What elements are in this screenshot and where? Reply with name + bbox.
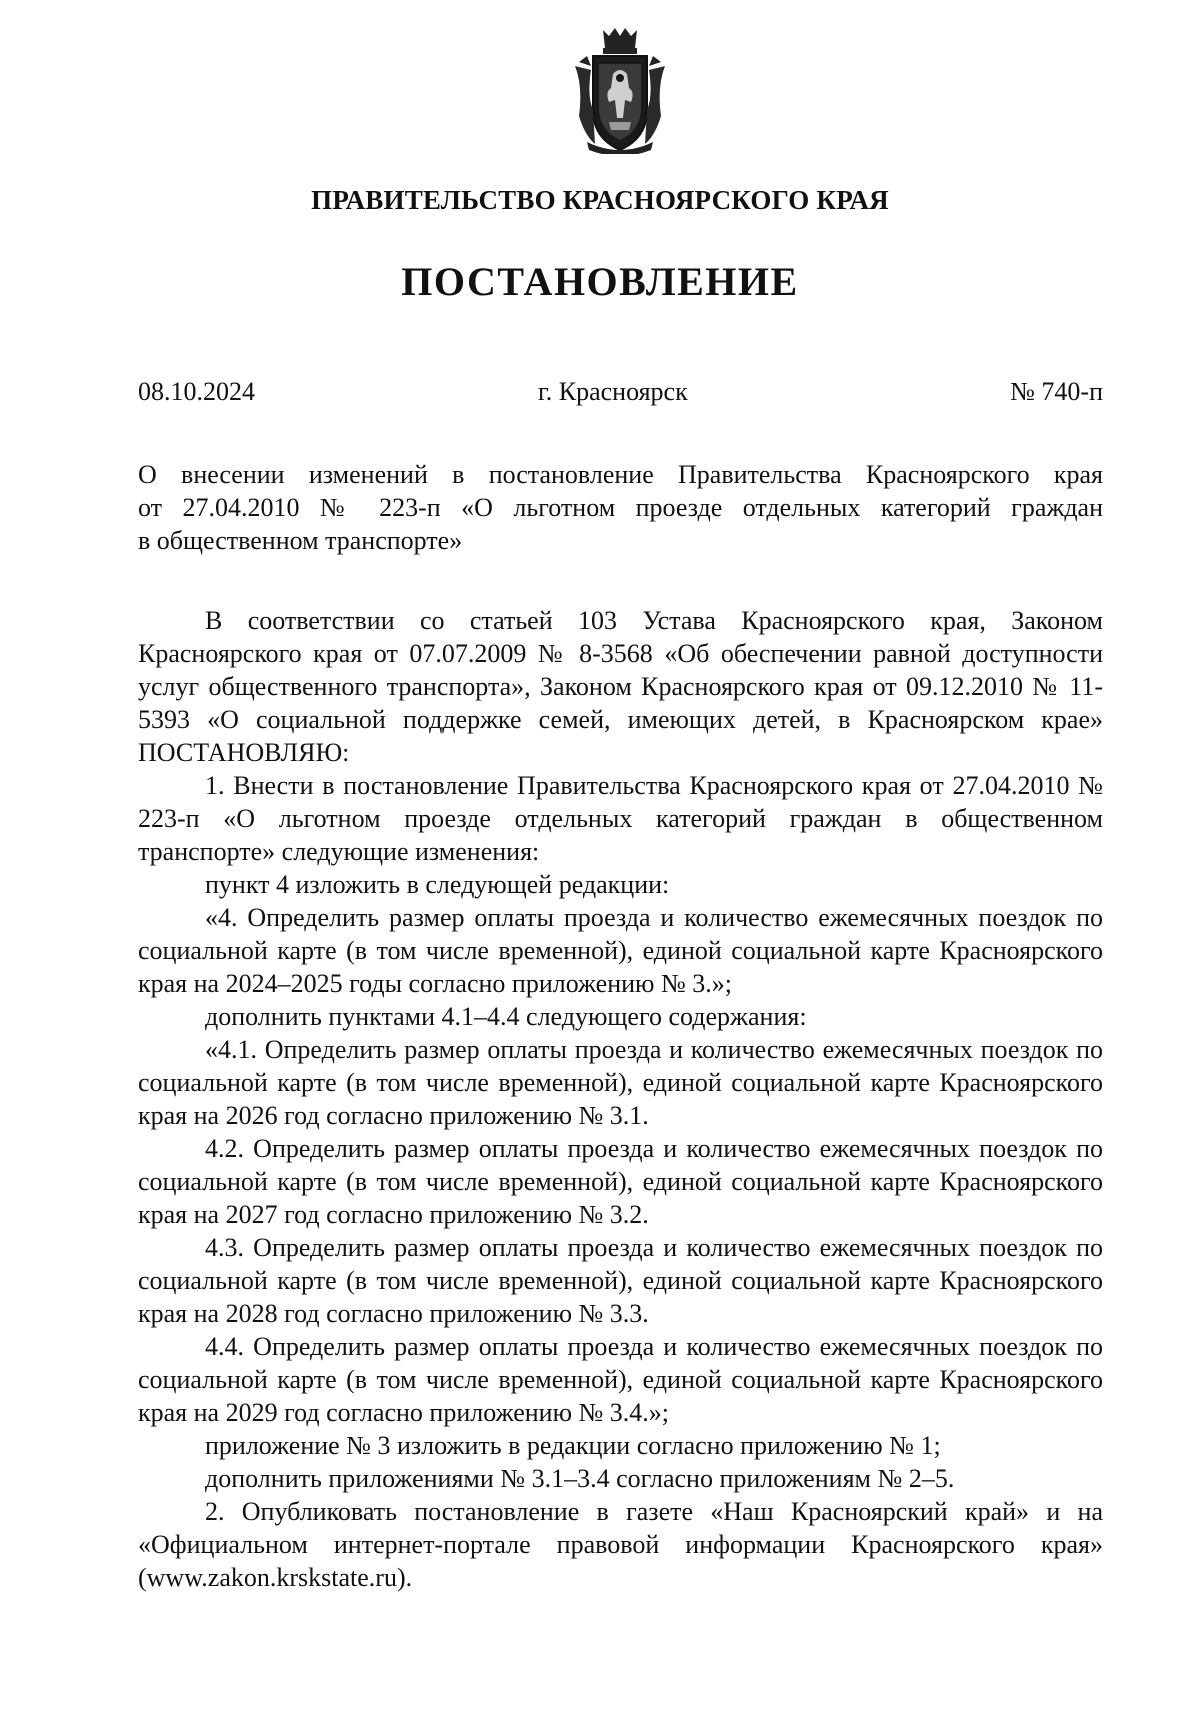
coat-of-arms-icon — [565, 26, 675, 154]
document-subject — [138, 458, 1103, 557]
body-paragraph: приложение № 3 изложить в редакции согласно приложению № 1; — [205, 1431, 941, 1460]
document-meta — [138, 377, 1103, 407]
body-paragraph: 1. Внести в постановление Правительства Красноярского края от 27.04.2010 № 223-п «О льготном проезде отдельных категорий граждан в общественном транспорте» следующие изменения: — [138, 771, 1103, 866]
body-paragraph: 4.4. Определить размер оплаты проезда и количество ежемесячных поездок по социальной карте (в том числе временной), единой социальной карте Красноярского края на 2029 год согласно приложению № 3.4.»; — [138, 1332, 1103, 1427]
body-paragraph: дополнить приложениями № 3.1–3.4 согласно приложениям № 2–5. — [205, 1464, 955, 1493]
body-paragraph: 2. Опубликовать постановление в газете «Наш Красноярский край» и на «Официальном интернет-портале правовой информации Красноярского края» (www.zakon.krskstate.ru). — [138, 1497, 1103, 1592]
document-number: № 740-п — [1010, 377, 1103, 406]
body-paragraph: 4.2. Определить размер оплаты проезда и количество ежемесячных поездок по социальной карте (в том числе временной), единой социальной карте Красноярского края на 2027 год согласно приложению № 3.2. — [138, 1134, 1103, 1229]
body-paragraph: дополнить пунктами 4.1–4.4 следующего содержания: — [205, 1002, 807, 1031]
subject-line: от 27.04.2010 № 223-п «О льготном проезде отдельных категорий граждан — [138, 493, 1103, 522]
body-paragraph: 4.3. Определить размер оплаты проезда и количество ежемесячных поездок по социальной карте (в том числе временной), единой социальной карте Красноярского края на 2028 год согласно приложению № 3.3. — [138, 1233, 1103, 1328]
government-title: ПРАВИТЕЛЬСТВО КРАСНОЯРСКОГО КРАЯ — [311, 185, 889, 215]
body-paragraph: В соответствии со статьей 103 Устава Красноярского края, Законом Красноярского края от 07.07.2009 № 8-3568 «Об обеспечении равной доступности услуг общественного транспорта», Законом Красноярского края от 09.12.2010 № 11-5393 «О социальной поддержке семей, имеющих детей, в Красноярском крае» ПОСТАНОВЛЯЮ: — [138, 606, 1103, 767]
subject-line: в общественном транспорте» — [138, 526, 463, 555]
body-paragraph: «4.1. Определить размер оплаты проезда и количество ежемесячных поездок по социальной карте (в том числе временной), единой социальной карте Красноярского края на 2026 год согласно приложению № 3.1. — [138, 1035, 1103, 1130]
document-type-title: ПОСТАНОВЛЕНИЕ — [401, 259, 799, 304]
document-date: 08.10.2024 — [138, 377, 255, 406]
document-city: г. Красноярск — [538, 377, 688, 406]
body-paragraph: «4. Определить размер оплаты проезда и количество ежемесячных поездок по социальной карте (в том числе временной), единой социальной карте Красноярского края на 2024–2025 годы согласно приложению № 3.»; — [138, 903, 1103, 998]
document-body — [138, 604, 1103, 1594]
subject-line: О внесении изменений в постановление Правительства Красноярского края — [138, 460, 1103, 489]
body-paragraph: пункт 4 изложить в следующей редакции: — [205, 870, 670, 899]
